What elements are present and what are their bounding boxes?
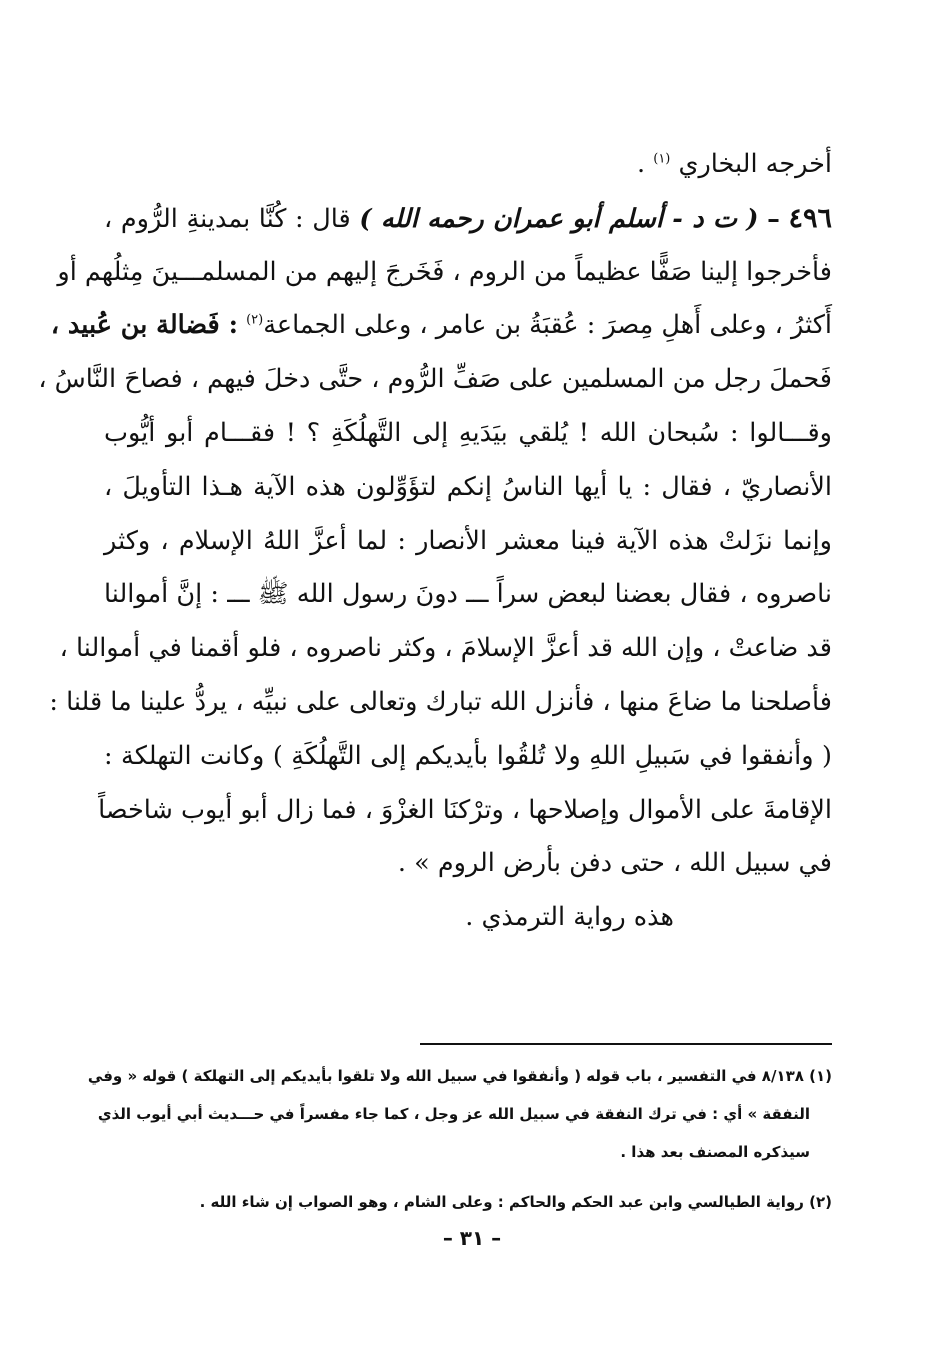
footnote-ref: (١) bbox=[653, 151, 671, 167]
text-line: هذه رواية الترمذي . bbox=[465, 902, 674, 933]
text-line: ناصروه ، فقال بعضنا لبعض سراً ـــ دونَ رسول الله ﷺ ـــ : إنَّ أموالنا bbox=[104, 579, 832, 610]
text-line: فَحملَ رجل من المسلمين على صَفِّ الرُّوم ، حتَّى دخلَ فيهم ، فصاحَ النَّاسُ ، bbox=[38, 364, 832, 395]
text-line bbox=[104, 138, 832, 192]
text-segment: قال : كُنَّا بمدينةِ الرُّوم ، bbox=[104, 203, 351, 234]
text-line: فأخرجوا إلينا صَفًّا عظيماً من الروم ، فَخَرجَ إليهم من المسلمـــينَ مِثلُهم أو bbox=[57, 256, 832, 287]
text-line: قد ضاعتْ ، وإن الله قد أعزَّ الإسلامَ ، وكثر ناصروه ، فلو أقمنا في أموالنا ، bbox=[59, 633, 832, 664]
page-number: – ٣١ – bbox=[442, 1226, 502, 1250]
text-segment: أخرجه البخاري bbox=[678, 149, 832, 179]
main-text bbox=[38, 138, 832, 945]
footnotes bbox=[87, 1057, 832, 1221]
text-line bbox=[50, 299, 832, 353]
text-line: في سبيل الله ، حتى دفن بأرض الروم » . bbox=[397, 848, 832, 879]
footnote-line: النفقة » أي : في ترك النفقة في سبيل الله عز وجل ، كما جاء مفسراً في حـــديث أبي أيوب الذي bbox=[97, 1105, 810, 1123]
footnote-divider bbox=[420, 1043, 832, 1045]
text-line: الأنصاريّ ، فقال : يا أيها الناسُ إنكم لتؤَوِّلون هذه الآية هـذا التأويلَ ، bbox=[104, 471, 832, 502]
text-segment: . bbox=[637, 149, 646, 179]
hadith-number: ٤٩٦ bbox=[788, 202, 832, 234]
footnote-line: سيذكره المصنف بعد هذا . bbox=[620, 1143, 810, 1161]
text-line: وإنما نزَلتْ هذه الآية فينا معشر الأنصار : لما أعزَّ اللهُ الإسلام ، وكثر bbox=[104, 525, 832, 556]
footnote-line: (١) ٨/١٣٨ في التفسير ، باب قوله ( وأنفقوا في سبيل الله ولا تلقوا بأيديكم إلى التهلكة ) قوله « وفي bbox=[87, 1067, 832, 1085]
hadith-narrator: ( ت د - أسلم أبو عمران رحمه الله ) bbox=[359, 203, 759, 234]
text-line: وقـــالوا : سُبحان الله ! يُلقي بيَدَيهِ إلى التَّهلُكَةِ ؟ ! فقـــام أبو أيُّوب bbox=[104, 417, 832, 448]
text-line: فأصلحنا ما ضاعَ منها ، فأنزل الله تبارك وتعالى على نبيِّه ، يردُّ علينا ما قلنا : bbox=[49, 686, 832, 717]
hadith-heading-line bbox=[104, 192, 832, 246]
footnote-ref: (٢) bbox=[246, 312, 264, 328]
text-segment: أَكثرُ ، وعلى أَهلِ مِصرَ : عُقبَةُ بن عامر ، وعلى الجماعة bbox=[263, 310, 832, 341]
text-segment: : فَضالة بن عُبيد ، bbox=[50, 310, 238, 341]
hadith-dash: – bbox=[767, 203, 780, 234]
footnote-line: (٢) رواية الطيالسي وابن عبد الحكم والحاكم : وعلى الشام ، وهو الصواب إن شاء الله . bbox=[199, 1193, 832, 1211]
text-line: ( وأنفقوا في سَبيلِ اللهِ ولا تُلقُوا بأيديكم إلى التَّهلُكَةِ ) وكانت التهلكة : bbox=[104, 740, 832, 771]
text-line: الإقامةَ على الأموال وإصلاحها ، وترْكنَا الغزْوَ ، فما زال أبو أيوب شاخصاً bbox=[98, 794, 832, 825]
